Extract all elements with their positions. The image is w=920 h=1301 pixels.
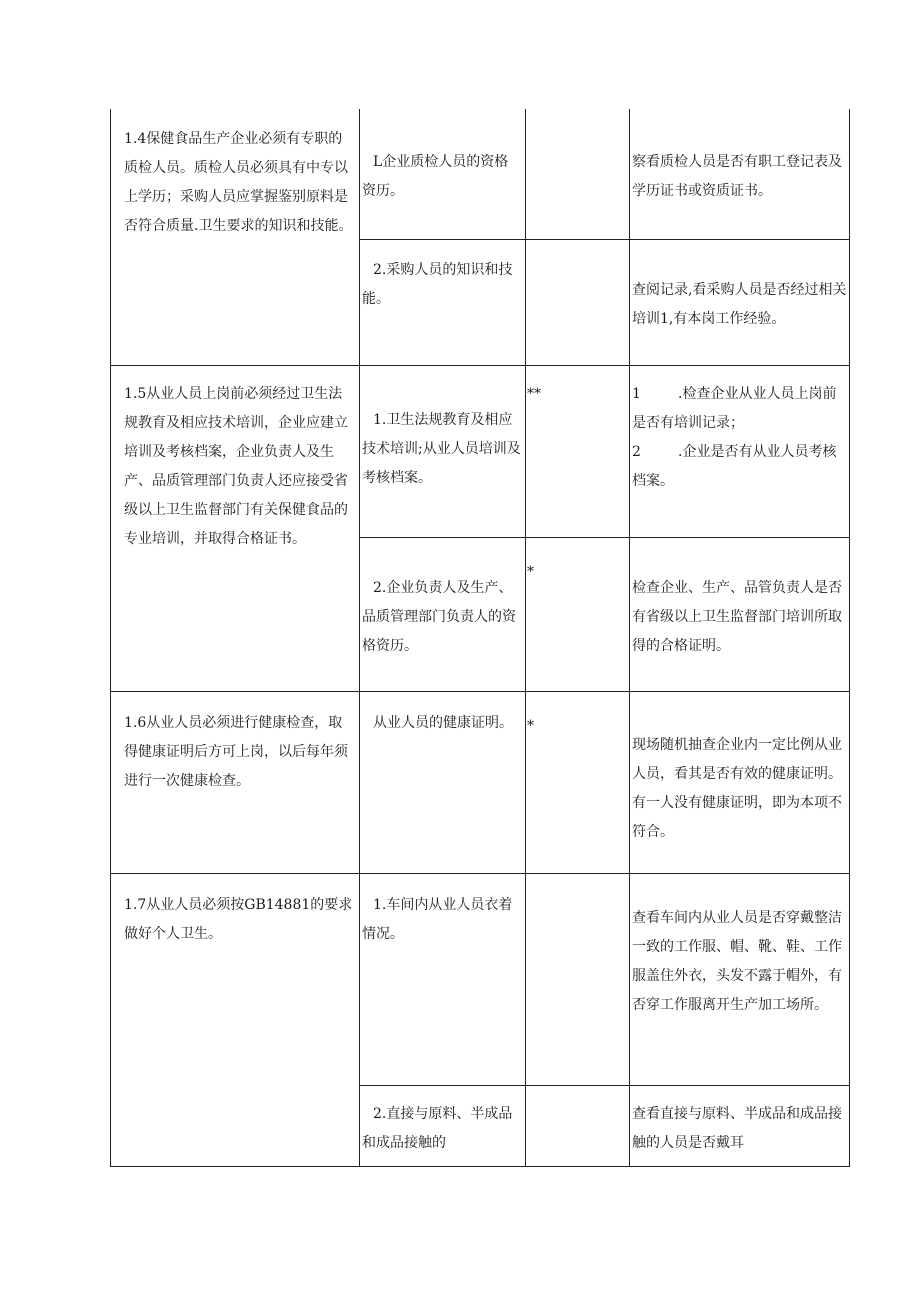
method-list-item [632, 438, 847, 496]
content-text: 2.直接与原料、半成品和成品接触的 [362, 1105, 513, 1151]
item-number: 2 [632, 443, 641, 460]
content-text: L企业质检人员的资格资历。 [362, 154, 509, 199]
content-cell [360, 109, 526, 239]
mark-text: * [527, 563, 534, 580]
requirement-text: 1.4保健食品生产企业必须有专职的质检人员。质检人员必须具有中专以上学历；采购人员应掌握鉴别原料是否符合质量.卫生要求的知识和技能。 [124, 131, 353, 234]
content-cell [360, 365, 526, 537]
method-cell [630, 873, 850, 1085]
content-cell [360, 1085, 526, 1166]
item-text: .企业是否有从业人员考核档案。 [632, 443, 837, 489]
content-cell [360, 239, 526, 365]
item-text: .检查企业从业人员上岗前是否有培训记录； [632, 385, 837, 431]
table-row [111, 365, 850, 537]
method-list-item [632, 380, 847, 438]
content-text: 2.企业负责人及生产、品质管理部门负责人的资格资历。 [362, 579, 516, 654]
mark-text: * [527, 717, 534, 734]
method-text: 查看直接与原料、半成品和成品接触的人员是否戴耳 [632, 1105, 842, 1151]
table-row [111, 109, 850, 239]
content-text: 从业人员的健康证明。 [373, 714, 513, 731]
method-cell [630, 239, 850, 365]
method-text: 检查企业、生产、品管负责人是否有省级以上卫生监督部门培训所取得的合格证明。 [632, 579, 842, 654]
requirement-cell [111, 109, 360, 365]
method-text: 查看车间内从业人员是否穿戴整洁一致的工作服、帽、靴、鞋、工作服盖住外衣，头发不露于帽外，有否穿工作服离开生产加工场所。 [632, 909, 842, 1013]
inspection-table [110, 109, 850, 1167]
method-text: 查阅记录,看采购人员是否经过相关培训1,有本岗工作经验。 [632, 281, 847, 327]
content-cell [360, 691, 526, 873]
mark-text: ** [527, 385, 541, 402]
requirement-cell [111, 873, 360, 1166]
method-cell [630, 109, 850, 239]
table-row [111, 873, 850, 1085]
requirement-text: 1.6从业人员必须进行健康检查，取得健康证明后方可上岗，以后每年须进行一次健康检查。 [124, 714, 348, 789]
method-cell [630, 537, 850, 691]
method-text: 现场随机抽查企业内一定比例从业人员，看其是否有效的健康证明。有一人没有健康证明，即为本项不符合。 [632, 736, 842, 840]
requirement-cell [111, 365, 360, 691]
content-cell [360, 537, 526, 691]
content-cell [360, 873, 526, 1085]
mark-cell [526, 691, 630, 873]
mark-cell [526, 1085, 630, 1166]
mark-cell [526, 365, 630, 537]
method-cell [630, 1085, 850, 1166]
content-text: 1.车间内从业人员衣着情况。 [362, 896, 513, 942]
mark-cell [526, 109, 630, 239]
method-text: 察看质检人员是否有职工登记表及学历证书或资质证书。 [632, 154, 842, 199]
table-row [111, 691, 850, 873]
method-list [630, 366, 849, 496]
content-text: 1.卫生法规教育及相应技术培训;从业人员培训及考核档案。 [362, 411, 521, 486]
item-number: 1 [632, 385, 641, 402]
requirement-cell [111, 691, 360, 873]
requirement-text: 1.5从业人员上岗前必须经过卫生法规教育及相应技术培训，企业应建立培训及考核档案，企业负责人及生产、品质管理部门负责人还应接受省级以上卫生监督部门有关保健食品的专业培训，并取得合格证书。 [124, 385, 348, 547]
mark-cell [526, 537, 630, 691]
mark-cell [526, 873, 630, 1085]
method-cell [630, 365, 850, 537]
mark-cell [526, 239, 630, 365]
requirement-text: 1.7从业人员必须按GB14881的要求做好个人卫生。 [124, 896, 353, 942]
method-cell [630, 691, 850, 873]
content-text: 2.采购人员的知识和技能。 [362, 261, 513, 307]
